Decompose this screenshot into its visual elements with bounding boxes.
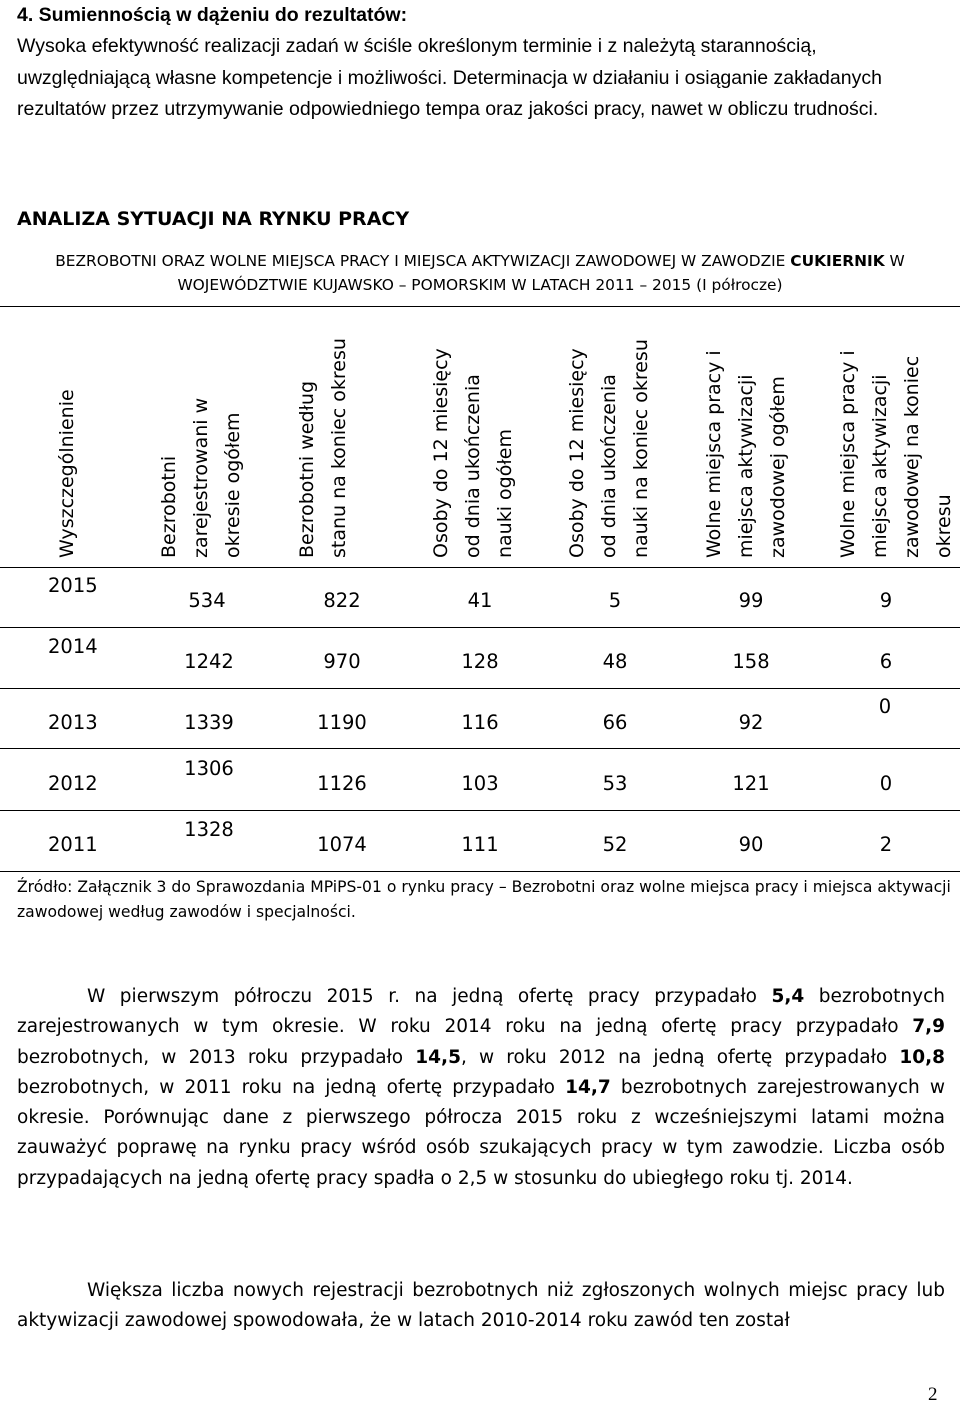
table-cell: 1339 [184,711,234,734]
row-year: 2015 [48,574,98,597]
table-cell: 1328 [184,818,234,841]
table-cell: 92 [738,711,764,734]
source-note: Źródło: Załącznik 3 do Sprawozdania MPiPS-01 o rynku pracy – Bezrobotni oraz wolne miejsca pracy i miejsca aktywacji zawodowej według zawodów i specjalności. [17,878,951,921]
table-title-part1: BEZROBOTNI ORAZ WOLNE MIEJSCA PRACY I MIEJSCA AKTYWIZACJI ZAWODOWEJ W ZAWODZIE [55,252,791,270]
table-cell: 99 [738,589,764,612]
table-cell: 822 [323,589,361,612]
table-cell: 970 [323,650,361,673]
row-year: 2014 [48,635,98,658]
table-cell: 48 [602,650,628,673]
table-cell: 66 [602,711,628,734]
section-4 [17,0,952,125]
table-cell: 1126 [317,772,367,795]
paragraph-1: W pierwszym półroczu 2015 r. na jedną ofertę pracy przypadało 5,4 bezrobotnych zarejestrowanych w tym okresie. W roku 2014 roku na jedną ofertę pracy przypadało 7,9 bezrobotnych, w 2013 roku przypadało 14,5, w roku 2012 na jedną ofertę przypadało 10,8 bezrobotnych, w 2011 roku na jedną ofertę przypadało 14,7 bezrobotnych zarejestrowanych w okresie. Porównując dane z pierwszego półrocza 2015 roku z wcześniejszymi latami można zauważyć poprawę na rynku pracy wśród osób szukających pracy w tym zawodzie. Liczba osób przypadających na jedną ofertę pracy spadła o 2,5 w stosunku do ubiegłego roku tj. 2014. [17,986,946,1189]
table-cell: 9 [879,589,893,612]
table-cell: 90 [738,833,764,856]
header-wolne-miejsca-koniec-okresu: Wolne miejsca pracy i miejsca aktywizacji zawodowej na koniec okresu [837,350,955,558]
table-row-divider [0,627,960,628]
table-cell: 534 [188,589,226,612]
table-border-top [0,306,960,307]
table-cell: 1306 [184,757,234,780]
table-cell: 1190 [317,711,367,734]
table-cell: 1074 [317,833,367,856]
table-title-profession: CUKIERNIK [790,252,885,270]
header-bezrobotni-koniec-okresu: Bezrobotni według stanu na koniec okresu [296,338,350,558]
table-cell: 158 [732,650,770,673]
header-wyszczegolnienie: Wyszczególnienie [56,389,78,558]
table-title-line-2: WOJEWÓDZTWIE KUJAWSKO – POMORSKIM W LATACH 2011 – 2015 (I półrocze) [177,276,783,294]
section-4-heading: 4. Sumiennością w dążeniu do rezultatów: [17,4,408,26]
table-cell: 121 [732,772,770,795]
header-osoby-12-koniec-okresu: Osoby do 12 miesięcy od dnia ukończenia nauki na koniec okresu [566,339,652,558]
page-number: 2 [928,1384,938,1405]
table-cell: 128 [461,650,499,673]
table-row-divider [0,688,960,689]
table-cell: 111 [461,833,499,856]
table-cell: 53 [602,772,628,795]
table-title-part2: W [884,252,905,270]
row-year: 2011 [48,833,98,856]
table-cell: 6 [879,650,893,673]
header-wolne-miejsca-ogolem: Wolne miejsca pracy i miejsca aktywizacji zawodowej ogółem [703,350,789,558]
table-row-divider [0,748,960,749]
table-cell: 5 [608,589,622,612]
section-4-text: Wysoka efektywność realizacji zadań w ściśle określonym terminie i z należytą starannością, uwzględniającą własne kompetencje i możliwości. Determinacja w działaniu i osiąganie zakładanych rezultatów przez utrzymywanie odpowiedniego tempa oraz jakości pracy, nawet w obliczu trudności. [17,35,882,120]
analysis-title: ANALIZA SYTUACJI NA RYNKU PRACY [17,208,410,230]
table-header-divider [0,567,960,568]
row-year: 2013 [48,711,98,734]
paragraph-2: Większa liczba nowych rejestracji bezrobotnych niż zgłoszonych wolnych miejsc pracy lub aktywizacji zawodowej spowodowała, że w latach 2010-2014 roku zawód ten został [17,1280,945,1332]
header-bezrobotni-zarejestrowani: Bezrobotni zarejestrowani w okresie ogółem [158,397,244,558]
table-cell: 116 [461,711,499,734]
table-title-line-1 [0,252,960,270]
table-cell: 2 [879,833,893,856]
table-cell: 41 [467,589,493,612]
row-year: 2012 [48,772,98,795]
table-cell: 0 [878,695,892,718]
table-cell: 103 [461,772,499,795]
table-cell: 1242 [184,650,234,673]
table-cell: 0 [879,772,893,795]
table-border-bottom [0,871,960,872]
table-cell: 52 [602,833,628,856]
header-osoby-12-ogolem: Osoby do 12 miesięcy od dnia ukończenia nauki ogółem [430,348,516,558]
table-row-divider [0,810,960,811]
